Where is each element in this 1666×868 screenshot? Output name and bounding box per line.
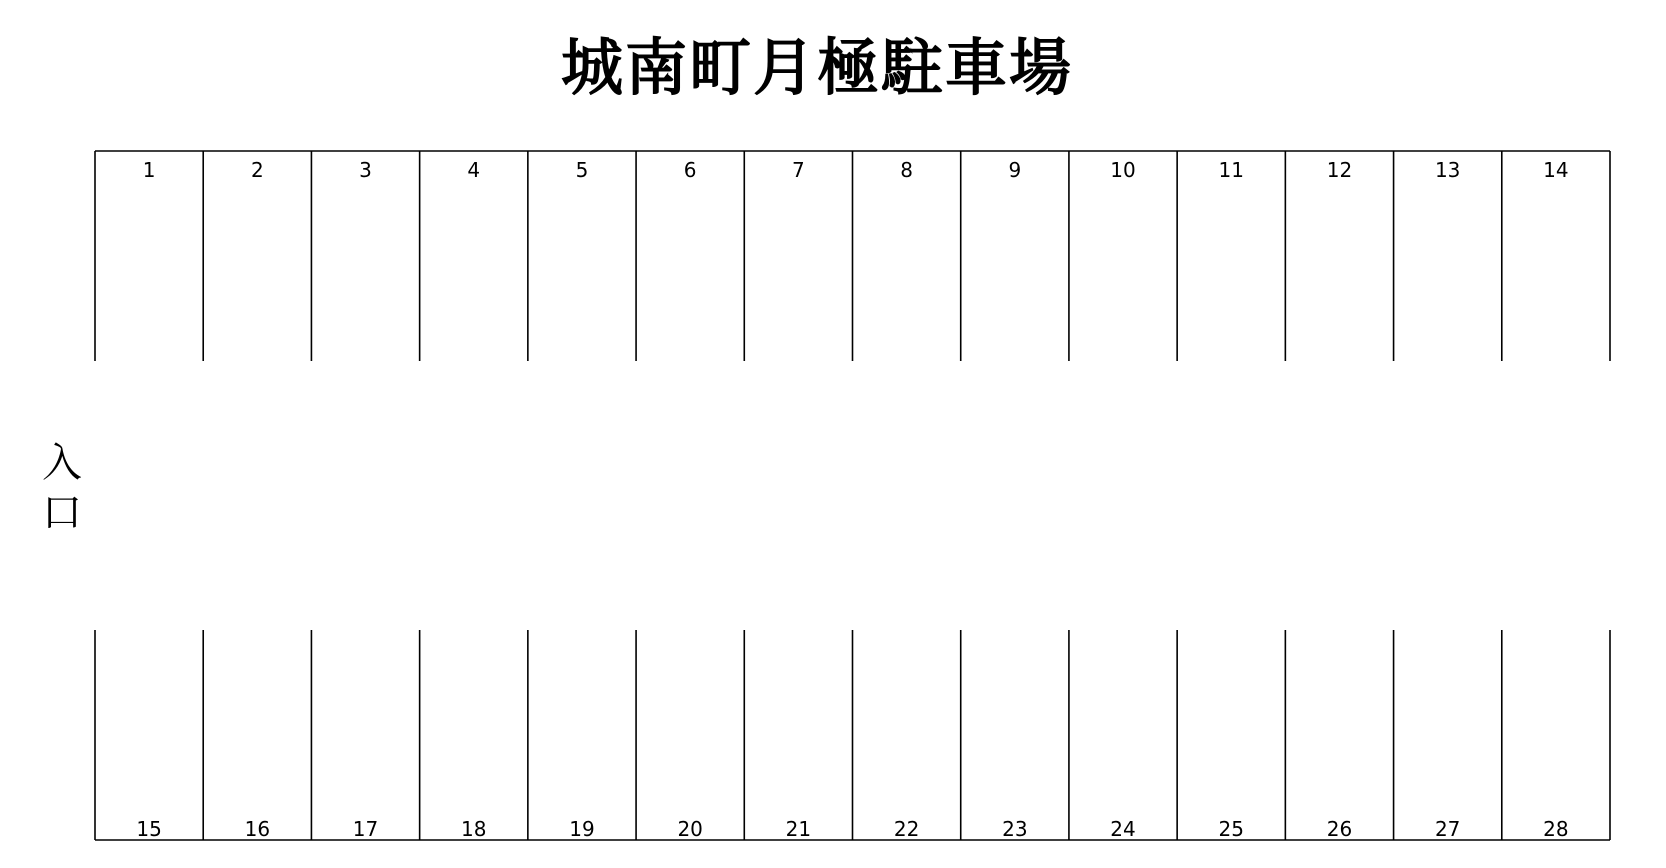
top-row-spaces xyxy=(95,151,1610,361)
entrance-char-2: 口 xyxy=(42,490,82,536)
space-number-16: 16 xyxy=(244,817,271,841)
space-number-22: 22 xyxy=(893,817,920,841)
space-number-18: 18 xyxy=(461,817,487,841)
space-number-19: 19 xyxy=(569,817,595,841)
space-number-13: 13 xyxy=(1434,158,1461,182)
space-number-25: 25 xyxy=(1218,817,1244,841)
space-number-7: 7 xyxy=(792,158,805,182)
space-number-6: 6 xyxy=(683,158,697,182)
entrance-char-1: 入 xyxy=(42,440,82,486)
space-number-1: 1 xyxy=(142,158,156,182)
space-number-11: 11 xyxy=(1218,158,1244,182)
bottom-row-spaces xyxy=(95,630,1610,841)
space-number-21: 21 xyxy=(785,817,812,841)
space-number-9: 9 xyxy=(1008,158,1022,182)
space-number-17: 17 xyxy=(352,817,379,841)
space-number-2: 2 xyxy=(250,158,264,182)
space-number-27: 27 xyxy=(1434,817,1461,841)
space-number-20: 20 xyxy=(677,817,703,841)
space-number-15: 15 xyxy=(136,817,162,841)
space-number-28: 28 xyxy=(1543,817,1569,841)
space-number-5: 5 xyxy=(575,158,589,182)
space-number-3: 3 xyxy=(359,158,372,182)
space-number-10: 10 xyxy=(1110,158,1136,182)
space-number-8: 8 xyxy=(900,158,913,182)
space-number-23: 23 xyxy=(1002,817,1028,841)
space-number-26: 26 xyxy=(1326,817,1353,841)
space-number-4: 4 xyxy=(467,158,481,182)
space-number-14: 14 xyxy=(1543,158,1569,182)
page-title: 城南町月極駐車場 xyxy=(560,31,1073,104)
space-number-12: 12 xyxy=(1326,158,1353,182)
space-number-24: 24 xyxy=(1110,817,1136,841)
